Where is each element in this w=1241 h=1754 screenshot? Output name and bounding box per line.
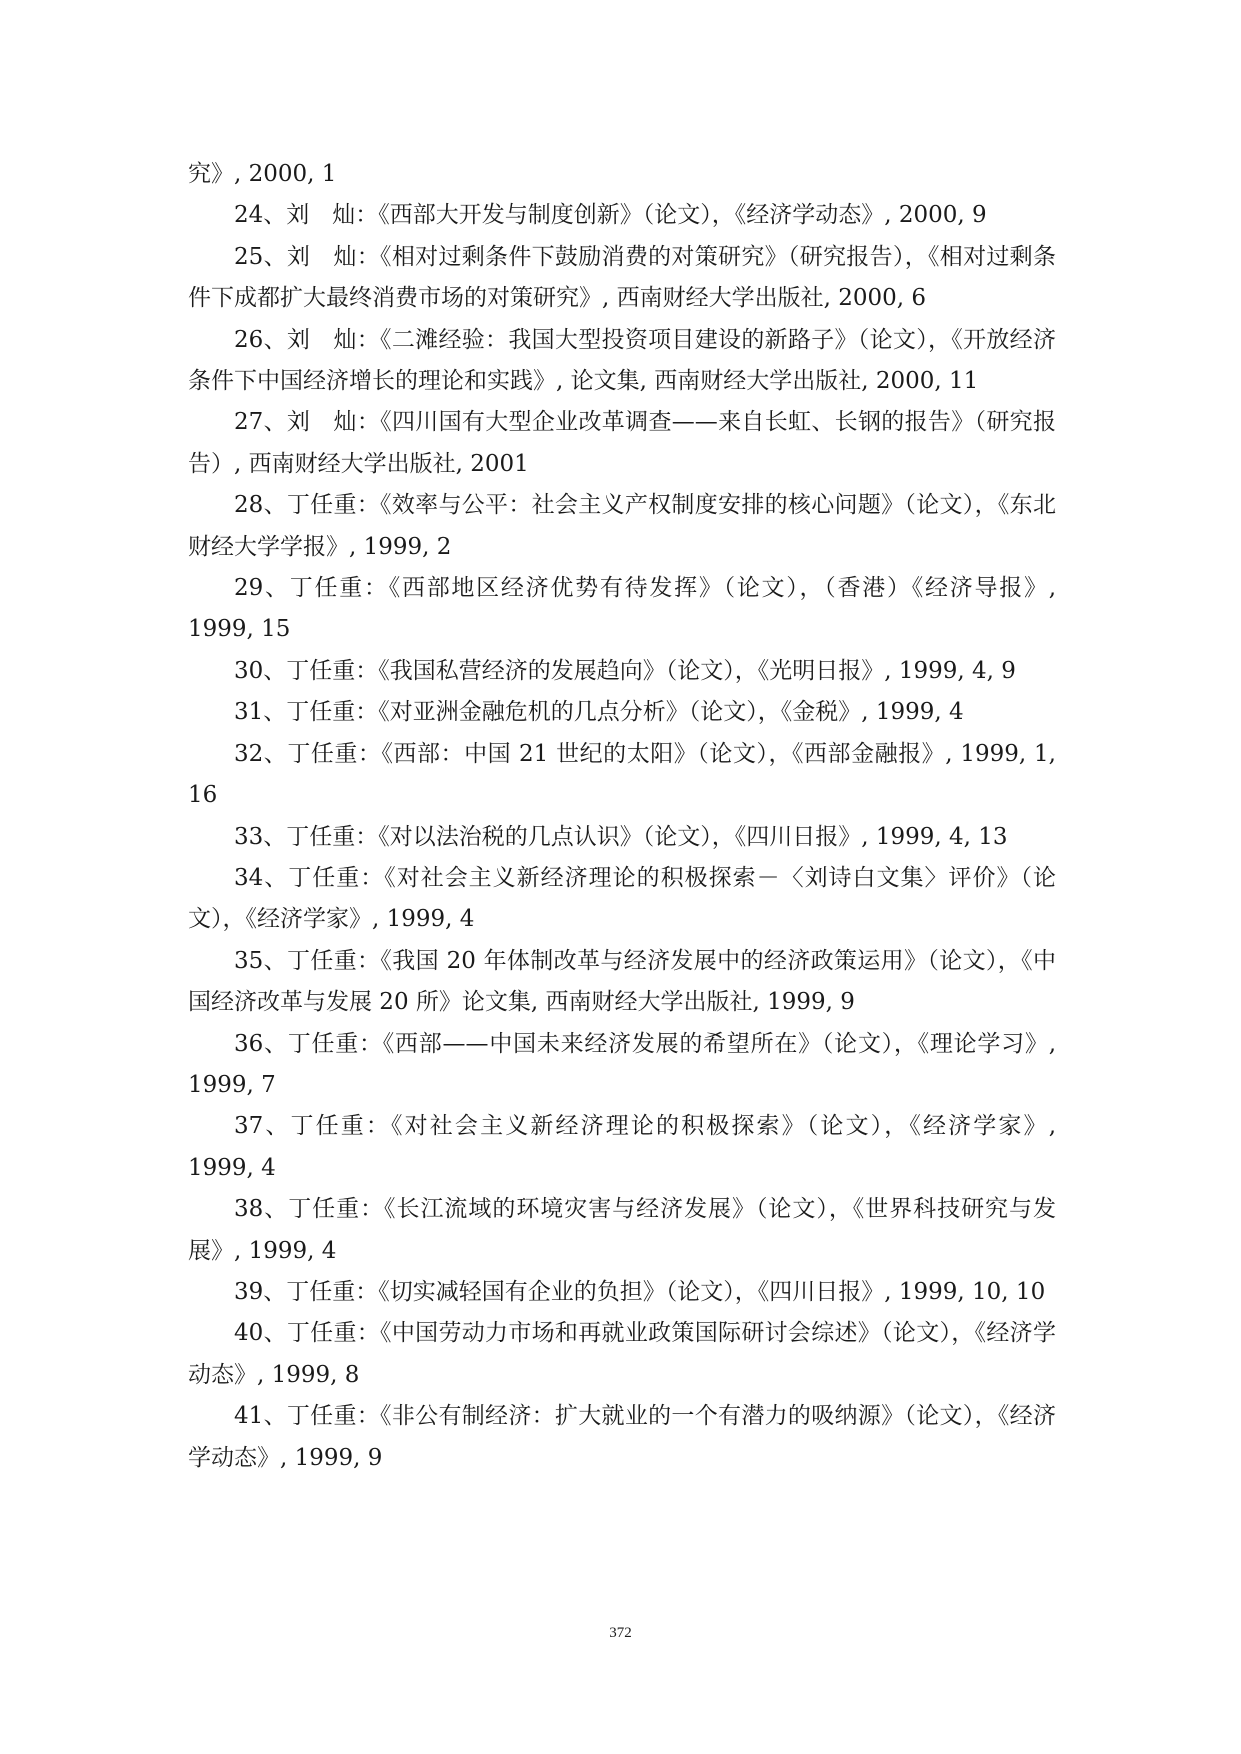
- page-number: 372: [609, 1625, 632, 1641]
- reference-entry-30: 30、丁任重：《我国私营经济的发展趋向》（论文），《光明日报》, 1999, 4, 9: [234, 657, 1016, 684]
- reference-entry-37: 37、丁任重：《对社会主义新经济理论的积极探索》（论文），《经济学家》, 1999, 4: [188, 1113, 1056, 1181]
- reference-entry-27: 27、刘 灿：《四川国有大型企业改革调查——来自长虹、长钢的报告》（研究报告）, 西南财经大学出版社, 2001: [188, 409, 1056, 477]
- reference-entry-40: 40、丁任重：《中国劳动力市场和再就业政策国际研讨会综述》（论文），《经济学动态》, 1999, 8: [188, 1320, 1056, 1388]
- reference-entry-32: 32、丁任重：《西部：中国 21 世纪的太阳》（论文），《西部金融报》, 1999, 1, 16: [188, 740, 1056, 809]
- reference-entry-41: 41、丁任重：《非公有制经济：扩大就业的一个有潜力的吸纳源》（论文），《经济学动态》, 1999, 9: [188, 1403, 1056, 1471]
- reference-entry-29: 29、丁任重：《西部地区经济优势有待发挥》（论文），（香港）《经济导报》, 1999, 15: [188, 575, 1056, 643]
- reference-entry-35: 35、丁任重：《我国 20 年体制改革与经济发展中的经济政策运用》（论文），《中国经济改革与发展 20 所》论文集, 西南财经大学出版社, 1999, 9: [188, 947, 1056, 1016]
- reference-entry-33: 33、丁任重：《对以法治税的几点认识》（论文），《四川日报》, 1999, 4, 13: [234, 823, 1008, 850]
- reference-entry-25: 25、刘 灿：《相对过剩条件下鼓励消费的对策研究》（研究报告），《相对过剩条件下成都扩大最终消费市场的对策研究》, 西南财经大学出版社, 2000, 6: [188, 243, 1056, 312]
- reference-entry-36: 36、丁任重：《西部——中国未来经济发展的希望所在》（论文），《理论学习》, 1999, 7: [188, 1030, 1056, 1098]
- reference-entry-26: 26、刘 灿：《二滩经验：我国大型投资项目建设的新路子》（论文），《开放经济条件下中国经济增长的理论和实践》, 论文集, 西南财经大学出版社, 2000, 11: [188, 326, 1056, 395]
- reference-entry-28: 28、丁任重：《效率与公平：社会主义产权制度安排的核心问题》（论文），《东北财经大学学报》, 1999, 2: [188, 492, 1056, 560]
- reference-entry-24: 24、刘 灿：《西部大开发与制度创新》（论文），《经济学动态》, 2000, 9: [234, 202, 987, 229]
- reference-entry-continued: 究》, 2000, 1: [188, 161, 337, 187]
- reference-entry-34: 34、丁任重：《对社会主义新经济理论的积极探索－〈刘诗白文集〉评价》（论文），《经济学家》, 1999, 4: [188, 864, 1056, 933]
- reference-entry-38: 38、丁任重：《长江流域的环境灾害与经济发展》（论文），《世界科技研究与发展》, 1999, 4: [188, 1196, 1056, 1264]
- reference-entry-31: 31、丁任重：《对亚洲金融危机的几点分析》（论文），《金税》, 1999, 4: [234, 699, 964, 726]
- reference-list: [188, 154, 1056, 1479]
- reference-entry-39: 39、丁任重：《切实减轻国有企业的负担》（论文），《四川日报》, 1999, 10, 10: [234, 1278, 1046, 1305]
